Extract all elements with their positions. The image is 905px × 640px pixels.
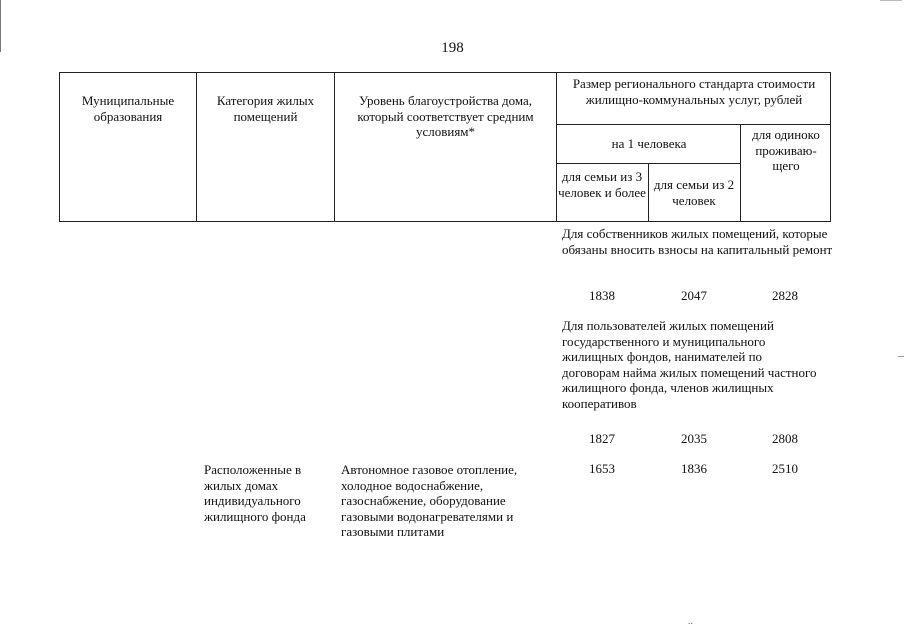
header-standard: Размер регионального стандарта стоимости жилищно-коммунальных услуг, рублей [572, 76, 816, 107]
owners-value-family3: 1838 [589, 288, 615, 303]
row-value-family3: 1653 [589, 461, 615, 476]
table-divider-5 [740, 124, 741, 222]
users-value-single: 2808 [772, 431, 798, 446]
footer-mark: .. [688, 616, 693, 627]
header-municipal: Муниципальные образования [81, 93, 175, 124]
header-single: для одиноко проживаю-щего [752, 127, 820, 173]
table-border-right [830, 72, 831, 222]
header-family3: для семьи из 3 человек и более [558, 169, 646, 200]
owners-label: Для собственников жилых помещений, которые обязаны вносить взносы на капитальный ремонт [562, 226, 833, 257]
row-level: Автономное газовое отопление, холодное водоснабжение, газоснабжение, оборудование газовыми водонагревателями и газовыми плитами [341, 462, 518, 539]
header-per-person: на 1 человека [611, 136, 687, 151]
row-value-family2: 1836 [681, 461, 707, 476]
table-divider-standard [556, 124, 831, 125]
header-category: Категория жилых помещений [216, 93, 315, 124]
owners-value-family2: 2047 [681, 288, 707, 303]
header-family2: для семьи из 2 человек [653, 177, 735, 208]
table-border-bottom [59, 221, 831, 222]
header-level: Уровень благоустройства дома, который соответствует средним условиям* [357, 93, 534, 139]
scan-edge-dash [880, 0, 902, 1]
row-category: Расположенные в жилых домах индивидуального жилищного фонда [204, 462, 306, 524]
table-divider-4 [648, 163, 649, 222]
table-border-top [59, 72, 831, 73]
margin-dash [898, 356, 904, 357]
table-divider-1 [196, 72, 197, 222]
table-border-left [59, 72, 60, 222]
owners-value-single: 2828 [772, 288, 798, 303]
row-value-single: 2510 [772, 461, 798, 476]
users-value-family2: 2035 [681, 431, 707, 446]
users-label: Для пользователей жилых помещений государственного и муниципального жилищных фондов, нанимателей по договорам найма жилых помещений частного жилищного фонда, членов жилищных кооперативов [562, 318, 817, 411]
table-divider-2 [334, 72, 335, 222]
users-value-family3: 1827 [589, 431, 615, 446]
table-divider-3 [556, 72, 557, 222]
page-number: 198 [441, 40, 464, 56]
